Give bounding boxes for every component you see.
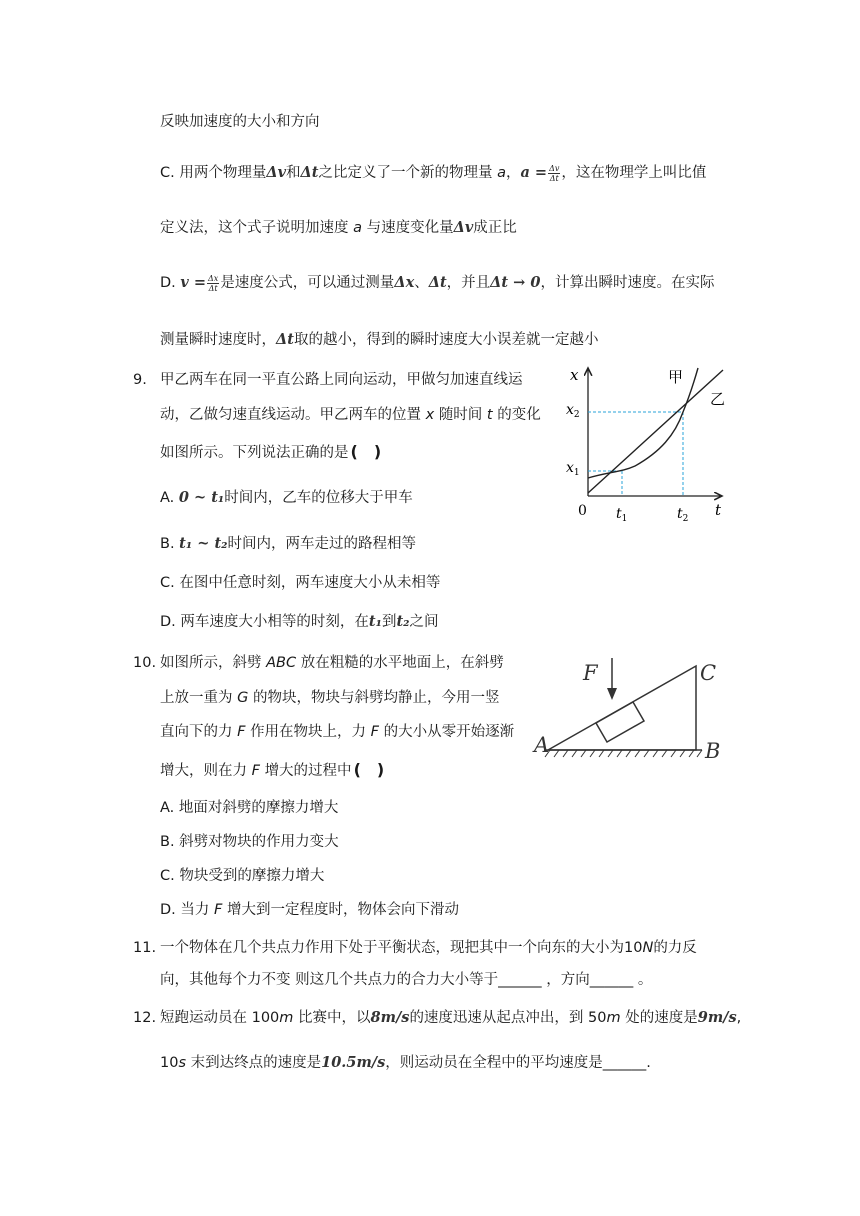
question-10-line-1: 如图所示，斜劈 ABC 放在粗糙的水平地面上，在斜劈 — [160, 655, 504, 671]
question-number: 9. — [133, 372, 147, 388]
answer-paren: ( ) — [350, 442, 382, 461]
option-c-line-1: C. 用两个物理量Δv和Δt之比定义了一个新的物理量 a，a = $\frac{\Delta v}{\Delta t}$ ，这在物理学上叫比值 — [160, 163, 707, 183]
question-11-line-2: 向，其他每个力不变 则这几个共点力的合力大小等于______ ，方向______ 。 — [160, 972, 653, 988]
math-expression: 9m/s — [697, 1009, 737, 1026]
math-expression: Δv — [266, 164, 287, 181]
option-label: A. — [160, 800, 175, 816]
question-12-line-1: 短跑运动员在 100m 比赛中，以8m/s的速度迅速从起点冲出，到 50m 处的速度是9m/s, — [160, 1009, 742, 1026]
force-arrow-head — [607, 688, 617, 700]
question-10-option-c: C. 物块受到的摩擦力增大 — [160, 868, 325, 884]
question-number: 12. — [133, 1010, 157, 1026]
x1-label: $x_1$ — [566, 460, 580, 478]
question-10-line-4: 增大，则在力 F 增大的过程中 ( ) — [160, 760, 385, 779]
option-label: D. — [160, 902, 176, 918]
label-B: B — [705, 739, 721, 763]
math-expression: t₁ ~ t₂ — [179, 535, 228, 552]
math-expression: t₁ — [368, 613, 382, 630]
label-F: F — [583, 661, 598, 685]
position-time-graph — [560, 360, 740, 525]
fraction: $\frac{\Delta v}{\Delta t}$ — [549, 163, 560, 183]
jia-label: 甲 — [668, 368, 684, 386]
block — [596, 702, 644, 742]
question-12-line-2: 10s 末到达终点的速度是10.5m/s，则运动员在全程中的平均速度是______. — [160, 1054, 651, 1071]
fraction: $\frac{\Delta x}{\Delta t}$ — [208, 273, 219, 293]
option-label: A. — [160, 490, 175, 506]
question-9-option-b: B. t₁ ~ t₂时间内，两车走过的路程相等 — [160, 535, 417, 552]
math-expression: Δv — [453, 219, 474, 236]
question-9-option-d: D. 两车速度大小相等的时刻，在t₁到t₂之间 — [160, 613, 439, 630]
question-9-option-a: A. 0 ~ t₁时间内，乙车的位移大于甲车 — [160, 489, 413, 506]
origin-label: 0 — [578, 503, 587, 519]
math-expression: Δt — [300, 164, 319, 181]
text-line: 反映加速度的大小和方向 — [160, 114, 320, 130]
label-C: C — [700, 661, 717, 685]
option-label: C. — [160, 868, 175, 884]
option-label: D. — [160, 614, 176, 630]
t1-label: $t_1$ — [616, 506, 628, 524]
yi-label: 乙 — [710, 390, 726, 408]
option-label: C. — [160, 165, 175, 181]
x2-label: $x_2$ — [566, 402, 580, 420]
option-label: B. — [160, 536, 175, 552]
question-10-line-2: 上放一重为 G 的物块，物块与斜劈均静止，今用一竖 — [160, 690, 500, 706]
question-9-option-c: C. 在图中任意时刻，两车速度大小从未相等 — [160, 575, 441, 591]
question-10-line-3: 直向下的力 F 作用在物块上，力 F 的大小从零开始逐渐 — [160, 724, 515, 740]
question-9-line-2: 动，乙做匀速直线运动。甲乙两车的位置 x 随时间 t 的变化 — [160, 407, 541, 423]
answer-paren: ( ) — [353, 760, 385, 779]
math-expression: v = — [180, 274, 207, 291]
t2-label: $t_2$ — [677, 506, 689, 524]
option-label: B. — [160, 834, 175, 850]
question-number: 10. — [133, 655, 157, 671]
math-expression: Δx — [394, 274, 415, 291]
line-yi — [588, 370, 726, 493]
question-11-line-1: 一个物体在几个共点力作用下处于平衡状态，现把其中一个向东的大小为10N的力反 — [160, 940, 697, 956]
math-expression: Δt → 0 — [490, 274, 541, 291]
y-axis-label: x — [570, 366, 579, 384]
question-9-line-1: 甲乙两车在同一平直公路上同向运动，甲做匀加速直线运 — [160, 372, 523, 388]
wedge-diagram — [530, 640, 740, 765]
ground-hatching — [545, 750, 702, 757]
option-label: C. — [160, 575, 175, 591]
question-10-option-a: A. 地面对斜劈的摩擦力增大 — [160, 800, 339, 816]
question-number: 11. — [133, 940, 157, 956]
math-expression: t₂ — [396, 613, 410, 630]
option-label: D. — [160, 275, 176, 291]
question-10-option-d: D. 当力 F 增大到一定程度时，物体会向下滑动 — [160, 902, 459, 918]
math-expression: Δt — [276, 331, 294, 348]
option-c-line-2: 定义法，这个式子说明加速度 a 与速度变化量Δv成正比 — [160, 219, 517, 236]
option-d-line-1: D. v = $\frac{\Delta x}{\Delta t}$ 是速度公式，可以通过测量Δx、Δt，并且Δt → 0，计算出瞬时速度。在实际 — [160, 273, 715, 293]
x-axis-label: t — [715, 501, 722, 519]
question-9-line-3: 如图所示。下列说法正确的是 ( ) — [160, 442, 382, 461]
question-10-option-b: B. 斜劈对物块的作用力变大 — [160, 834, 339, 850]
math-expression: Δt — [428, 274, 447, 291]
math-expression: 10.5m/s — [321, 1054, 386, 1071]
math-expression: 8m/s — [370, 1009, 410, 1026]
math-expression: 0 ~ t₁ — [178, 489, 225, 506]
math-expression: a = — [520, 164, 548, 181]
label-A: A — [534, 733, 550, 757]
option-d-line-2: 测量瞬时速度时，Δt取的越小，得到的瞬时速度大小误差就一定越小 — [160, 331, 599, 348]
